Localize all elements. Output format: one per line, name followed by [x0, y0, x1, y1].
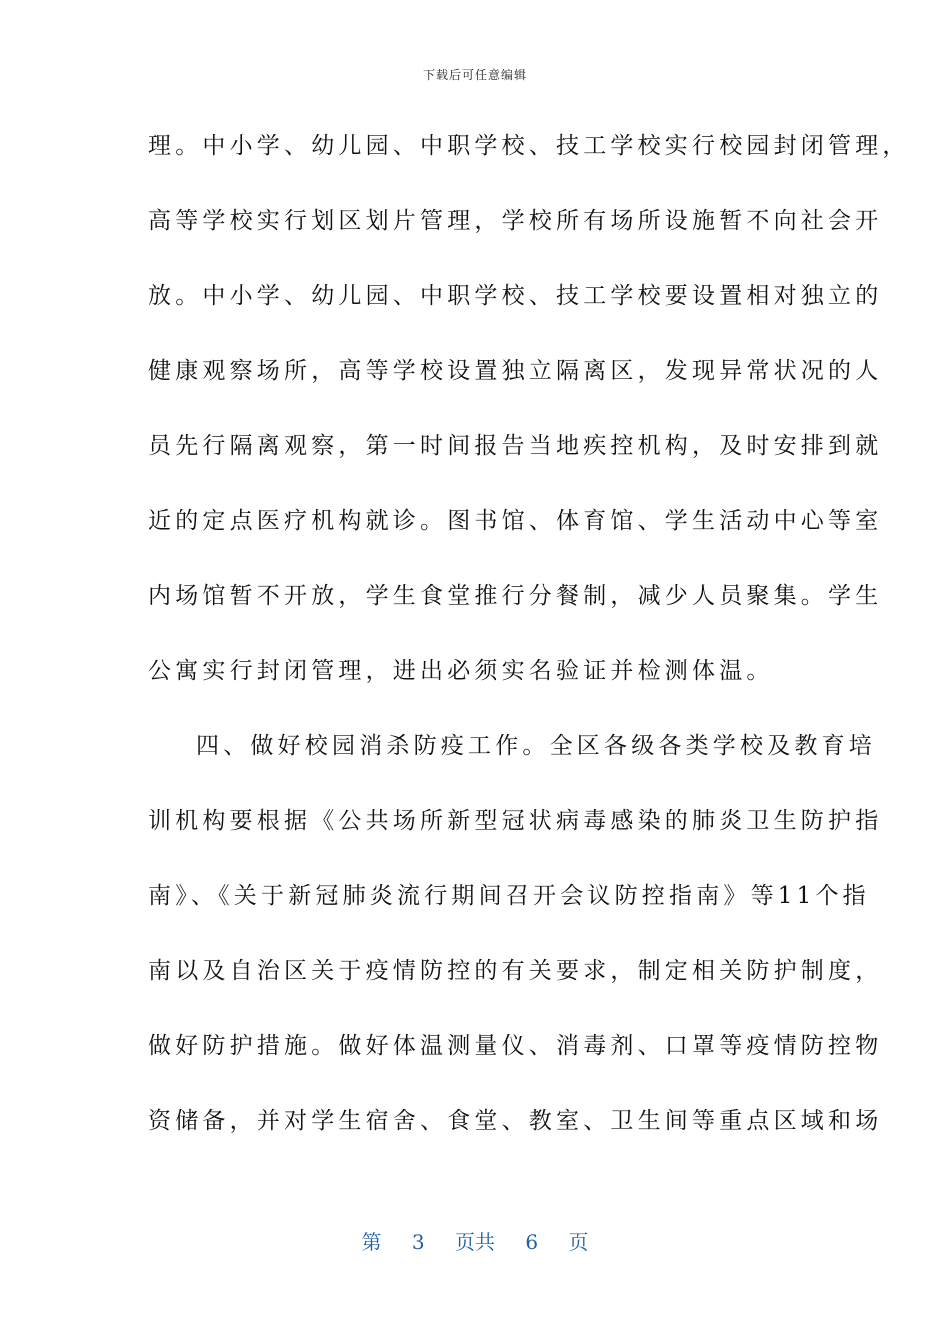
footer-middle: 页共: [455, 1230, 495, 1254]
paragraph-line: 资储备，并对学生宿舍、食堂、教室、卫生间等重点区域和场: [148, 1108, 883, 1134]
paragraph-line: 南》、《关于新冠肺炎流行期间召开会议防控指南》等11个指: [148, 883, 870, 909]
total-pages-number: 6: [525, 1230, 539, 1254]
current-page-number: 3: [411, 1230, 425, 1254]
page-footer: [0, 1226, 950, 1255]
footer-suffix: 页: [568, 1230, 589, 1254]
paragraph-line: 训机构要根据《公共场所新型冠状病毒感染的肺炎卫生防护指: [148, 808, 883, 834]
paragraph-line: 员先行隔离观察，第一时间报告当地疾控机构，及时安排到就: [148, 433, 883, 459]
paragraph-line: 高等学校实行划区划片管理，学校所有场所设施暂不向社会开: [148, 208, 883, 234]
page-header: 下载后可任意编辑: [422, 68, 527, 82]
paragraph-line: 近的定点医疗机构就诊。图书馆、体育馆、学生活动中心等室: [148, 508, 883, 534]
paragraph-line: 内场馆暂不开放，学生食堂推行分餐制，减少人员聚集。学生: [148, 583, 883, 609]
paragraph-line-indented: 四、做好校园消杀防疫工作。全区各级各类学校及教育培: [196, 733, 876, 759]
footer-prefix: 第: [361, 1230, 382, 1254]
paragraph-line: 理。中小学、幼儿园、中职学校、技工学校实行校园封闭管理，: [148, 133, 910, 159]
paragraph-line: 健康观察场所，高等学校设置独立隔离区，发现异常状况的人: [148, 358, 883, 384]
paragraph-line: 公寓实行封闭管理，进出必须实名验证并检测体温。: [148, 658, 774, 684]
document-body: [148, 126, 910, 1176]
paragraph-line: 南以及自治区关于疫情防控的有关要求，制定相关防护制度，: [148, 958, 883, 984]
paragraph-line: 做好防护措施。做好体温测量仪、消毒剂、口罩等疫情防控物: [148, 1033, 883, 1059]
paragraph-line: 放。中小学、幼儿园、中职学校、技工学校要设置相对独立的: [148, 283, 883, 309]
